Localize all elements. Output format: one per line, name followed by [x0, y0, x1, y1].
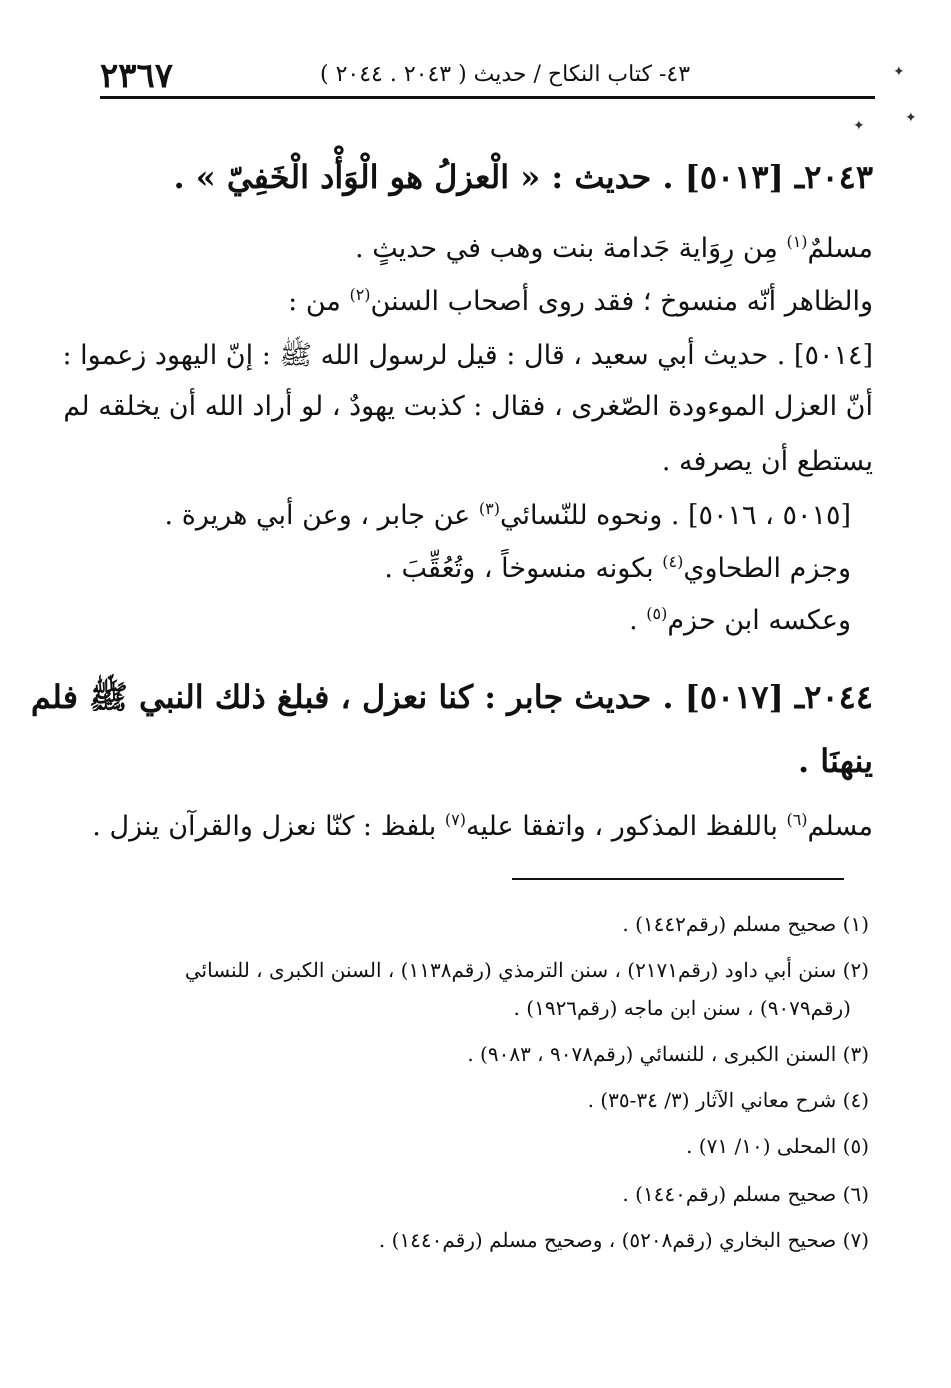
- hadith-2043-heading: ٢٠٤٣ـ [٥٠١٣] . حديث : « الْعزلُ هو الْوَأْد الْخَفِيّ » .: [173, 158, 873, 196]
- body-line: [355, 232, 873, 264]
- page-number: ٢٣٦٧: [100, 56, 174, 96]
- running-title: ٤٣- كتاب النكاح / حديث ( ٢٠٤٣ . ٢٠٤٤ ): [320, 62, 691, 87]
- scan-mark: ✦: [893, 64, 905, 80]
- text: والظاهر أنّه منسوخ ؛ فقد روى أصحاب السنن: [370, 286, 873, 317]
- footnote-2-cont: (رقم٩٠٧٩) ، سنن ابن ماجه (رقم١٩٢٦) .: [513, 996, 851, 1020]
- text: وعكسه ابن حزم: [667, 605, 851, 636]
- text: مسلمٌ: [807, 233, 873, 264]
- body-line: أنّ العزل الموءودة الصّغرى ، فقال : كذبت يهودٌ ، لو أراد الله أن يخلقه لم: [63, 391, 873, 422]
- body-line: [288, 285, 873, 317]
- body-line: [92, 810, 873, 842]
- text: بلفظ : كنّا نعزل والقرآن ينزل .: [92, 811, 445, 842]
- text: عن جابر ، وعن أبي هريرة .: [164, 500, 479, 531]
- text: وجزم الطحاوي: [683, 553, 851, 584]
- text: مِن رِوَاية جَدامة بنت وهب في حديثٍ .: [355, 233, 787, 264]
- footnote-ref[interactable]: (٣): [478, 499, 500, 518]
- footnote-4: (٤) شرح معاني الآثار (٣/ ٣٤-٣٥) .: [587, 1088, 869, 1112]
- body-line: [629, 604, 851, 636]
- footnote-3: (٣) السنن الكبرى ، للنسائي (رقم٩٠٧٨ ، ٩٠٨٣) .: [467, 1042, 869, 1066]
- scan-mark: ✦: [853, 118, 865, 134]
- footnote-ref[interactable]: (٥): [646, 604, 668, 623]
- scan-mark: ✦: [905, 110, 917, 126]
- text: .: [629, 605, 647, 636]
- body-line: [165, 499, 851, 531]
- hadith-2044-heading-cont: ينهنَا .: [798, 742, 873, 780]
- text: من :: [288, 286, 350, 317]
- footnote-ref[interactable]: (٤): [662, 552, 684, 571]
- body-line: يستطع أن يصرفه .: [661, 446, 873, 477]
- body-line: [384, 552, 851, 584]
- footnote-7: (٧) صحيح البخاري (رقم٥٢٠٨) ، وصحيح مسلم (رقم١٤٤٠) .: [378, 1228, 869, 1252]
- body-line: [٥٠١٤] . حديث أبي سعيد ، قال : قيل لرسول الله ﷺ : إنّ اليهود زعموا :: [62, 340, 873, 371]
- text: [٥٠١٥ ، ٥٠١٦] . ونحوه للنّسائي: [499, 500, 851, 531]
- header-rule: [100, 96, 875, 99]
- footnote-ref[interactable]: (١): [786, 232, 808, 251]
- footnote-separator: [512, 878, 844, 880]
- footnote-5: (٥) المحلى (١٠/ ٧١) .: [686, 1134, 869, 1158]
- footnote-ref[interactable]: (٢): [349, 285, 371, 304]
- footnote-1: (١) صحيح مسلم (رقم١٤٤٢) .: [622, 912, 869, 936]
- hadith-2044-heading: ٢٠٤٤ـ [٥٠١٧] . حديث جابر : كنا نعزل ، فبلغ ذلك النبي ﷺ فلم: [30, 678, 873, 716]
- footnote-2: (٢) سنن أبي داود (رقم٢١٧١) ، سنن الترمذي (رقم١١٣٨) ، السنن الكبرى ، للنسائي: [184, 958, 869, 982]
- text: بكونه منسوخاً ، وتُعُقِّبَ .: [384, 553, 663, 584]
- text: مسلم: [807, 811, 873, 842]
- footnote-ref[interactable]: (٦): [786, 810, 808, 829]
- footnote-6: (٦) صحيح مسلم (رقم١٤٤٠) .: [622, 1182, 869, 1206]
- text: باللفظ المذكور ، واتفقا عليه: [465, 811, 787, 842]
- footnote-ref[interactable]: (٧): [444, 810, 466, 829]
